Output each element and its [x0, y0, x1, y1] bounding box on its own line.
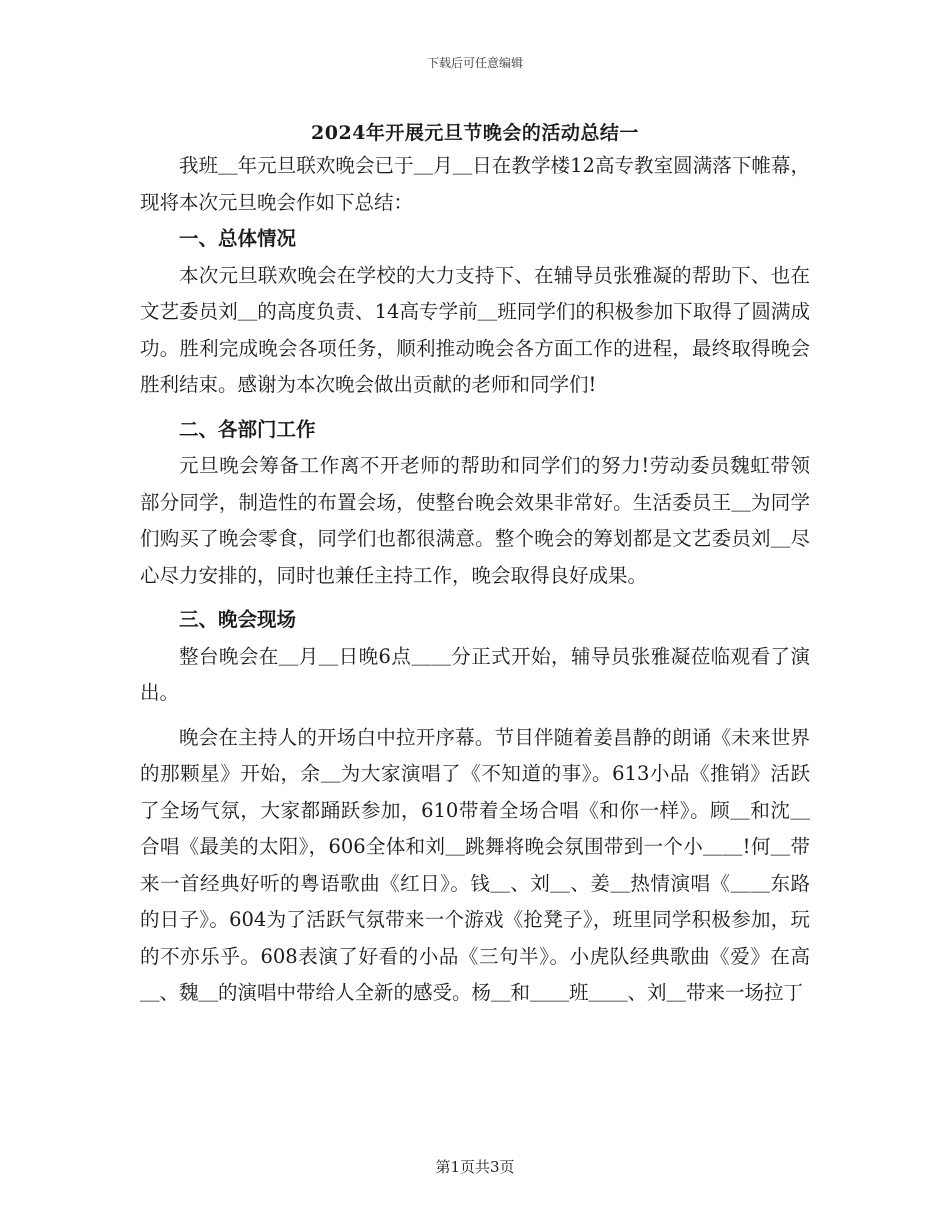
section-heading-overview: 一、总体情况: [179, 227, 297, 250]
page-number-footer: 第1页共3页: [435, 1158, 515, 1176]
header-note: 下载后可任意编辑: [426, 56, 523, 70]
intro-paragraph: 我班＿年元旦联欢晚会已于＿月＿日在教学楼12高专教室圆满落下帷幕，现将本次元旦晚会作如下总结：: [140, 154, 810, 214]
section-heading-scene: 三、晚会现场: [179, 608, 297, 631]
document-title: 2024年开展元旦节晚会的活动总结一: [311, 122, 639, 144]
scene-paragraph-1: 整台晚会在＿月＿日晚6点＿＿分正式开始，辅导员张雅凝莅临观看了演出。: [140, 644, 810, 704]
departments-paragraph: 元旦晚会筹备工作离不开老师的帮助和同学们的努力!劳动委员魏虹带领部分同学，制造性的布置会场，使整台晚会效果非常好。生活委员王＿为同学们购买了晚会零食，同学们也都很满意。整个晚会的筹划都是文艺委员刘＿尽心尽力安排的，同时也兼任主持工作，晚会取得良好成果。: [140, 454, 810, 587]
document-body: [140, 148, 810, 1012]
scene-paragraph-2: 晚会在主持人的开场白中拉开序幕。节目伴随着姜昌静的朗诵《未来世界的那颗星》开始，余＿为大家演唱了《不知道的事》。613小品《推销》活跃了全场气氛，大家都踊跃参加，610带着全场合唱《和你一样》。顾＿和沈＿合唱《最美的太阳》，606全体和刘＿跳舞将晚会氛围带到一个小＿＿!何＿带来一首经典好听的粤语歌曲《红日》。钱＿、刘＿、姜＿热情演唱《＿＿东路的日子》。604为了活跃气氛带来一个游戏《抢凳子》，班里同学积极参加，玩的不亦乐乎。608表演了好看的小品《三句半》。小虎队经典歌曲《爱》在高＿、魏＿的演唱中带给人全新的感受。杨＿和＿＿班＿＿、刘＿带来一场拉丁: [140, 725, 810, 1004]
section-heading-departments: 二、各部门工作: [179, 417, 316, 441]
overview-paragraph: 本次元旦联欢晚会在学校的大力支持下、在辅导员张雅凝的帮助下、也在文艺委员刘＿的高度负责、14高专学前＿班同学们的积极参加下取得了圆满成功。胜利完成晚会各项任务，顺利推动晚会各方面工作的进程，最终取得晚会胜利结束。感谢为本次晚会做出贡献的老师和同学们!: [140, 263, 810, 396]
